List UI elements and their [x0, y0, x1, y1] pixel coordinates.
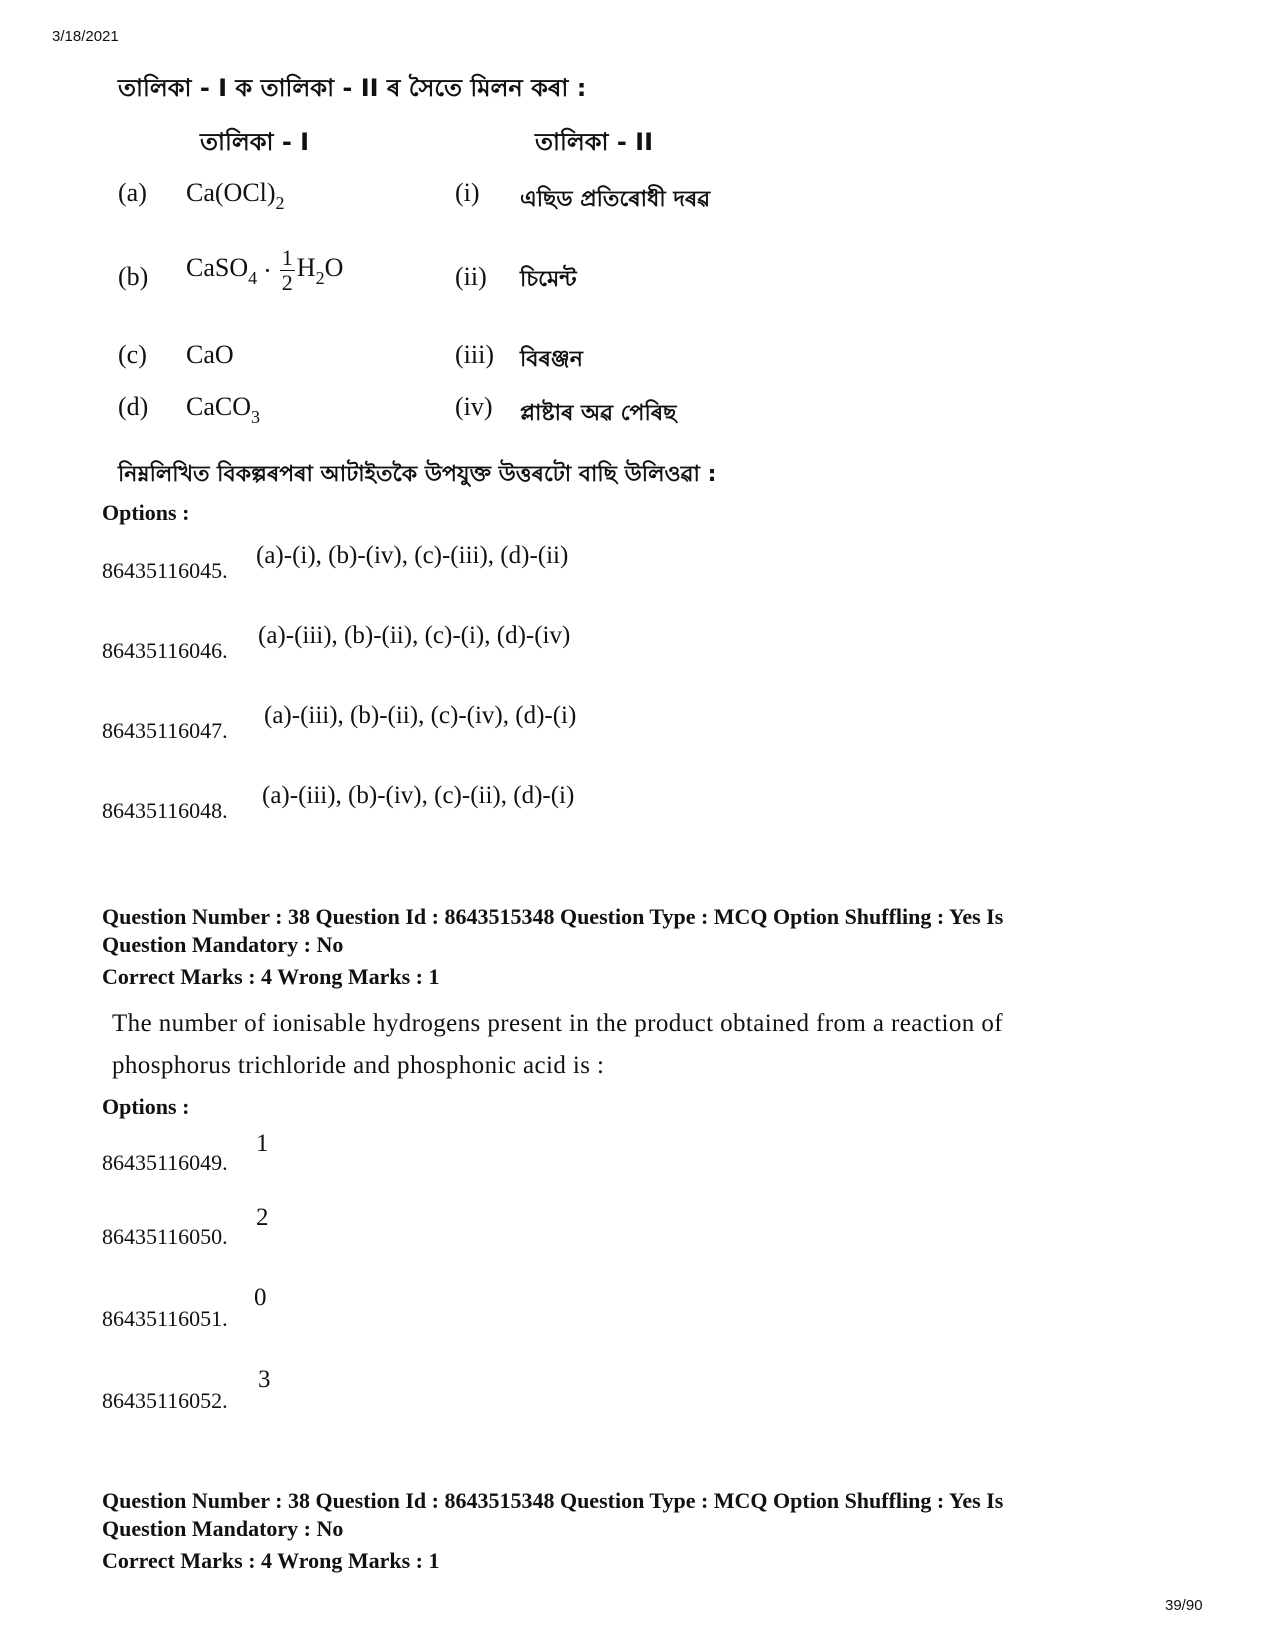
list-2-header: তালিকা - II [535, 128, 653, 156]
row-b-compound: CaSO$_4$ · $\frac{1}{2}$ $H_2O$ [186, 245, 344, 295]
row-c-compound: CaO [186, 340, 234, 369]
row-iii-use: বিৰঞ্জন [520, 347, 583, 372]
option-id: 86435116052. [102, 1388, 228, 1413]
option-id: 86435116047. [102, 718, 228, 743]
question-text-line-2: phosphorus trichloride and phosphonic acid is : [112, 1052, 605, 1079]
option-id: 86435116049. [102, 1150, 228, 1175]
option-id: 86435116045. [102, 558, 228, 583]
print-date: 3/18/2021 [52, 28, 119, 45]
option-id: 86435116046. [102, 638, 228, 663]
option-text: 1 [256, 1130, 269, 1157]
list-1-header: তালিকা - I [200, 128, 310, 156]
question-text-line-1: The number of ionisable hydrogens present in the product obtained from a reaction of [112, 1010, 1003, 1037]
question-marks: Correct Marks : 4 Wrong Marks : 1 [102, 964, 440, 989]
option-id: 86435116050. [102, 1224, 228, 1249]
options-label: Options : [102, 1094, 190, 1119]
row-a-compound: $Ca(OCl)_2$ [186, 178, 285, 213]
match-instruction: তালিকা - I ক তালিকা - II ৰ সৈতে মিলন কৰা : [118, 74, 587, 102]
option-text: (a)-(i), (b)-(iv), (c)-(iii), (d)-(ii) [256, 542, 569, 569]
option-text: (a)-(iii), (b)-(iv), (c)-(ii), (d)-(i) [262, 782, 575, 809]
row-iii-label: (iii) [455, 340, 494, 369]
row-i-use: এছিড প্রতিৰোধী দৰৱ [520, 187, 711, 212]
question-mandatory: Question Mandatory : No [102, 932, 344, 957]
option-text: (a)-(iii), (b)-(ii), (c)-(i), (d)-(iv) [258, 622, 571, 649]
option-text: 3 [258, 1366, 271, 1393]
question-marks: Correct Marks : 4 Wrong Marks : 1 [102, 1548, 440, 1573]
question-mandatory: Question Mandatory : No [102, 1516, 344, 1541]
choose-instruction: নিম্নলিখিত বিকল্পৰপৰা আটাইতকৈ উপযুক্ত উত্তৰটো বাছি উলিওৱা : [118, 462, 717, 487]
option-text: 2 [256, 1204, 269, 1231]
row-d-label: (d) [118, 392, 149, 421]
page-number: 39/90 [1165, 1597, 1203, 1614]
row-b-label: (b) [118, 262, 149, 291]
row-iv-use: প্লাষ্টাৰ অৱ পেৰিছ [520, 401, 677, 426]
row-ii-use: চিমেন্ট [520, 267, 577, 292]
row-c-label: (c) [118, 340, 147, 369]
option-id: 86435116051. [102, 1306, 228, 1331]
option-id: 86435116048. [102, 798, 228, 823]
option-text: 0 [254, 1284, 267, 1311]
row-ii-label: (ii) [455, 262, 487, 291]
question-meta: Question Number : 38 Question Id : 8643515348 Question Type : MCQ Option Shuffling : Yes Is [102, 1488, 1004, 1513]
row-iv-label: (iv) [455, 392, 493, 421]
row-a-label: (a) [118, 178, 147, 207]
question-meta: Question Number : 38 Question Id : 8643515348 Question Type : MCQ Option Shuffling : Yes Is [102, 904, 1004, 929]
row-i-label: (i) [455, 178, 480, 207]
option-text: (a)-(iii), (b)-(ii), (c)-(iv), (d)-(i) [264, 702, 577, 729]
options-label: Options : [102, 500, 190, 525]
row-d-compound: CaCO$_3$ [186, 392, 260, 427]
